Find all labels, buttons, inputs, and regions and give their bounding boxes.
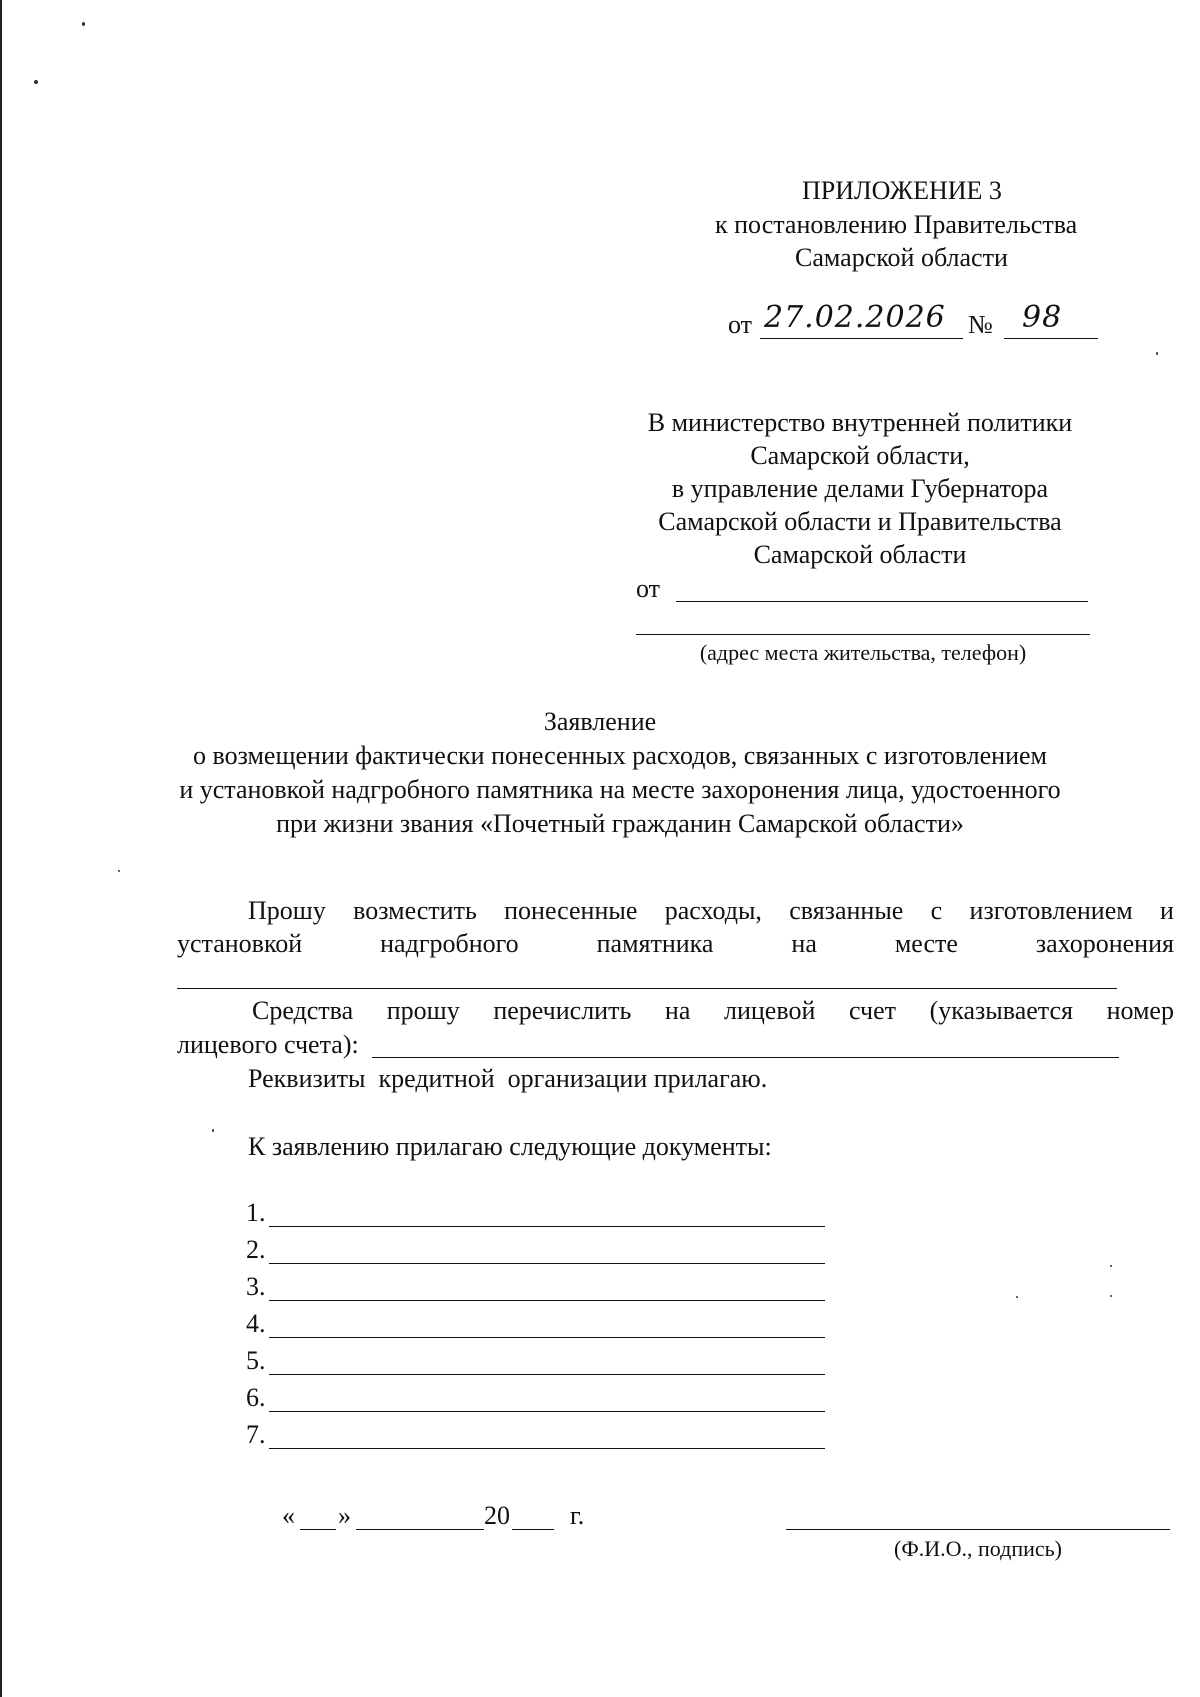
word: с bbox=[930, 896, 943, 925]
word: Прошу bbox=[248, 896, 326, 925]
request-paragraph-line1 bbox=[248, 896, 1174, 926]
word: месте bbox=[894, 929, 958, 958]
burial-place-field[interactable] bbox=[177, 988, 1117, 989]
document-list-item bbox=[246, 1420, 266, 1450]
scan-speck bbox=[1110, 1265, 1112, 1267]
sign-day-field[interactable] bbox=[300, 1529, 336, 1530]
annex-title: ПРИЛОЖЕНИЕ 3 bbox=[802, 176, 1002, 205]
addressee-line4: Самарской области и Правительства bbox=[658, 507, 1062, 536]
annex-date-underline bbox=[760, 338, 963, 339]
scan-speck bbox=[1016, 1296, 1018, 1298]
word: перечислить bbox=[493, 996, 632, 1025]
annex-number-label: № bbox=[968, 310, 993, 339]
word: связанные bbox=[789, 896, 904, 925]
document-field[interactable] bbox=[269, 1226, 825, 1227]
signature-hint: (Ф.И.О., подпись) bbox=[894, 1536, 1062, 1561]
scan-speck bbox=[1110, 1295, 1112, 1297]
bank-details-note: Реквизиты кредитной организации прилагаю. bbox=[248, 1064, 768, 1093]
document-number: 3. bbox=[246, 1272, 266, 1301]
word: прошу bbox=[386, 996, 460, 1025]
addressee-line5: Самарской области bbox=[753, 540, 967, 569]
document-field[interactable] bbox=[269, 1263, 825, 1264]
document-field[interactable] bbox=[269, 1411, 825, 1412]
document-number: 5. bbox=[246, 1346, 266, 1375]
word: и bbox=[1160, 896, 1174, 925]
attachments-heading: К заявлению прилагаю следующие документы: bbox=[248, 1132, 772, 1161]
scan-speck bbox=[82, 22, 85, 26]
account-number-field[interactable] bbox=[372, 1057, 1119, 1058]
annex-region-line: Самарской области bbox=[795, 243, 1008, 272]
addressee-line2: Самарской области, bbox=[750, 441, 970, 470]
statement-subtitle-line2: и установкой надгробного памятника на месте захоронения лица, удостоенного bbox=[179, 775, 1061, 804]
applicant-from-label: от bbox=[636, 574, 661, 603]
document-number: 2. bbox=[246, 1235, 266, 1264]
document-list-item bbox=[246, 1309, 266, 1339]
word: счет bbox=[848, 996, 896, 1025]
applicant-address-hint: (адрес места жительства, телефон) bbox=[699, 640, 1027, 665]
word: захоронения bbox=[1035, 929, 1174, 958]
document-list-item bbox=[246, 1198, 266, 1228]
document-field[interactable] bbox=[269, 1448, 825, 1449]
statement-subtitle-line1: о возмещении фактически понесенных расходов, связанных с изготовлением bbox=[192, 741, 1048, 770]
document-list-item bbox=[246, 1346, 266, 1376]
annex-number-value: 98 bbox=[1022, 300, 1063, 335]
sign-date-quote-open: « bbox=[282, 1501, 295, 1530]
sign-year-suffix: г. bbox=[570, 1501, 585, 1530]
word: понесенные bbox=[504, 896, 638, 925]
sign-month-field[interactable] bbox=[356, 1529, 484, 1530]
document-list-item bbox=[246, 1383, 266, 1413]
account-label: лицевого счета): bbox=[177, 1030, 359, 1059]
sign-year-prefix: 20 bbox=[484, 1501, 510, 1530]
request-paragraph-line2 bbox=[177, 929, 1174, 959]
signature-field[interactable] bbox=[786, 1529, 1170, 1530]
annex-date-value: 27.02.2026 bbox=[764, 300, 946, 335]
word: номер bbox=[1106, 996, 1174, 1025]
document-field[interactable] bbox=[269, 1337, 825, 1338]
word: изготовлением bbox=[969, 896, 1133, 925]
document-field[interactable] bbox=[269, 1374, 825, 1375]
word: (указывается bbox=[929, 996, 1073, 1025]
applicant-address-field[interactable] bbox=[636, 634, 1090, 635]
page-left-edge bbox=[0, 0, 2, 1697]
word: на bbox=[791, 929, 817, 958]
annex-resolution-line: к постановлению Правительства bbox=[715, 210, 1078, 239]
addressee-line3: в управление делами Губернатора bbox=[671, 474, 1049, 503]
annex-date-label: от bbox=[728, 310, 753, 339]
word: установкой bbox=[177, 929, 303, 958]
document-number: 1. bbox=[246, 1198, 266, 1227]
word: Средства bbox=[252, 996, 354, 1025]
sign-year-field[interactable] bbox=[512, 1529, 554, 1530]
word: лицевой bbox=[724, 996, 816, 1025]
document-number: 6. bbox=[246, 1383, 266, 1412]
addressee-line1: В министерство внутренней политики bbox=[647, 408, 1073, 437]
account-paragraph-line1 bbox=[252, 996, 1174, 1026]
word: на bbox=[664, 996, 691, 1025]
annex-number-underline bbox=[1004, 338, 1098, 339]
addressee-block bbox=[600, 408, 1120, 573]
scan-speck bbox=[1156, 352, 1158, 355]
word: расходы, bbox=[664, 896, 762, 925]
document-number: 7. bbox=[246, 1420, 266, 1449]
word: памятника bbox=[596, 929, 714, 958]
scan-speck bbox=[34, 80, 38, 84]
document-list-item bbox=[246, 1272, 266, 1302]
document-number: 4. bbox=[246, 1309, 266, 1338]
document-field[interactable] bbox=[269, 1300, 825, 1301]
word: надгробного bbox=[380, 929, 519, 958]
sign-date-quote-close: » bbox=[338, 1501, 351, 1530]
scan-speck bbox=[118, 870, 120, 872]
statement-subtitle-line3: при жизни звания «Почетный гражданин Самарской области» bbox=[276, 809, 964, 838]
statement-title: Заявление bbox=[543, 707, 657, 736]
scan-speck bbox=[212, 1129, 214, 1132]
document-list-item bbox=[246, 1235, 266, 1265]
word: возместить bbox=[353, 896, 477, 925]
applicant-name-field[interactable] bbox=[676, 601, 1088, 602]
